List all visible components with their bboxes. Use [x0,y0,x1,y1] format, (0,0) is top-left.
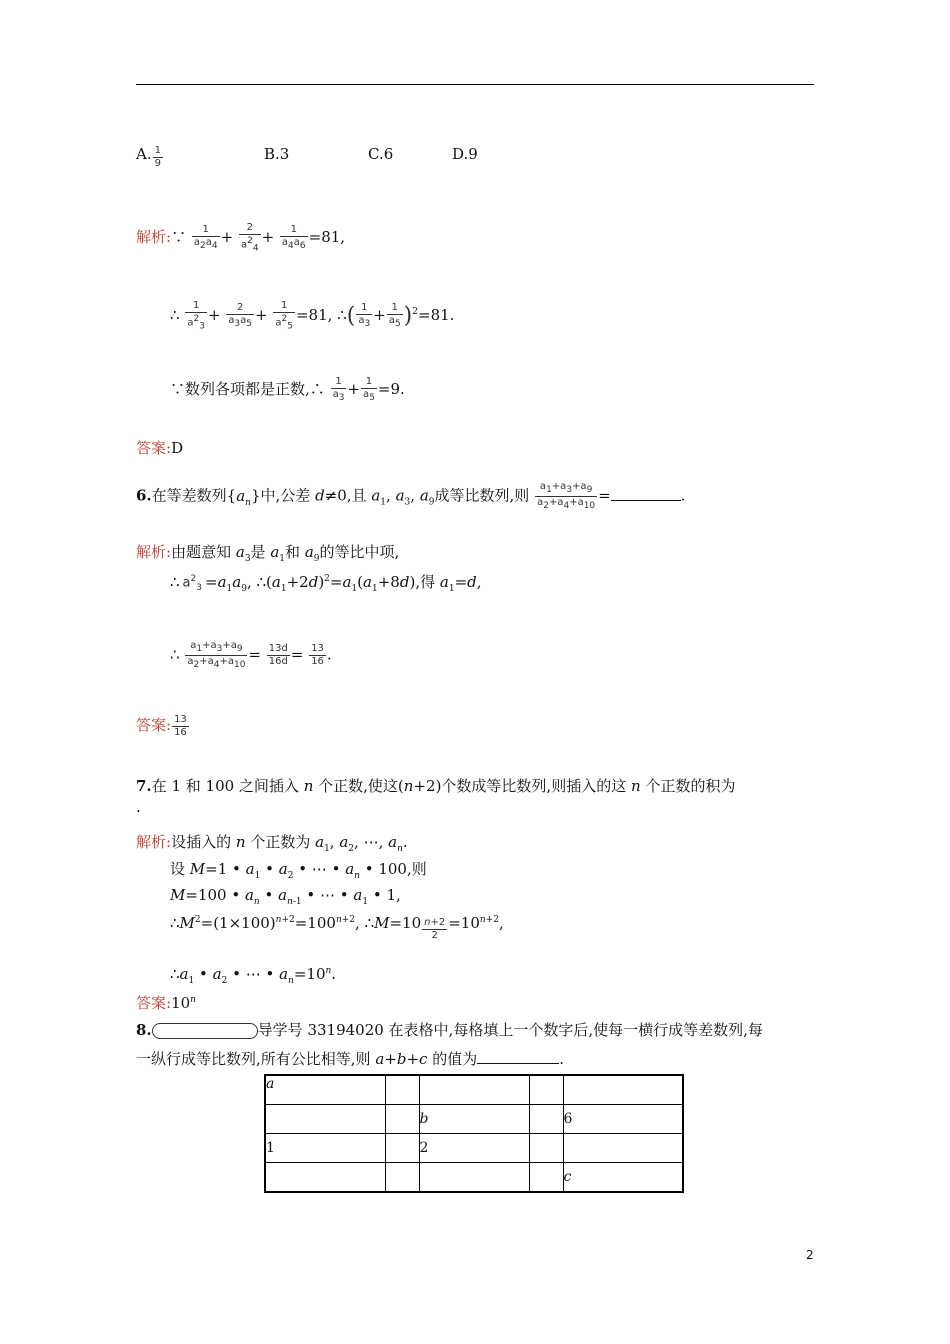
q6-solution-line2: ∴ $a^2_3$ $=a_1a_9$, $\therefore(a_1+2d)^2=a_1(a_1+8d)$,得 $a_1=d$, [170,573,482,594]
q7-solution-line1: 解析:设插入的 n 个正数为 $a_1$, $a_2$, ⋯, $a_n$. [136,833,408,854]
q6-solution-line3: ∴ $\frac{a_1+a_3+a_9}{a_2+a_4+a_{10}}$ = $\frac{13d}{16d}$ = $\frac{13}{16}$ . [170,640,332,670]
q7-answer: 答案:10$^n$ [136,994,196,1012]
q5-solution-line2: ∴ $\frac{1}{a^2_3}$ + $\frac{2}{a_3a_5}$ + $\frac{1}{a^2_5}$ =81, ∴( $\frac{1}{a_3}$ + $\frac{1}{a_5}$ )$^2$=81. [170,300,455,332]
header-rule [136,84,814,85]
q5-solution-line1: 解析:∵ $\frac{1}{a_2a_4}$ + $\frac{2}{a^2_4}$ + $\frac{1}{a_4a_6}$ =81, [136,222,346,254]
table-row: a [265,1075,683,1105]
table-row: c [265,1163,683,1193]
q8-question-line1: 8. 导学号 33194020 在表格中,每格填上一个数字后,使每一横行成等差数列,每 [136,1021,763,1039]
q7-solution-line2: 设 M=1 • $a_1$ • $a_2$ • ⋯ • $a_n$ • 100,则 [170,860,427,881]
q7-solution-line3: M=100 • $a_n$ • $a_{n-1}$ • ⋯ • $a_1$ • 1, [170,886,401,907]
q6-solution-line1: 解析:由题意知 $a_3$是 $a_1$和 $a_9$的等比中项, [136,543,400,564]
q5-solution-line3: ∵数列各项都是正数,∴ $\frac{1}{a_3}$ + $\frac{1}{a_5}$ =9. [170,376,405,403]
q7-dot: . [136,798,141,816]
option-d: D.9 [452,145,478,163]
jiexi-label: 解析: [136,228,172,247]
id-badge [152,1023,258,1039]
q7-question: 7.在 1 和 100 之间插入 n 个正数,使这(n+2)个数成等比数列,则插入的这 n 个正数的积为 [136,777,736,795]
q8-grid-table [264,1074,684,1193]
q6-answer: 答案: $\frac{13}{16}$ [136,714,187,738]
q6-question: 6.在等差数列$\{a_n\}$中,公差 d≠0,且 $a_1$, $a_3$, $a_9$成等比数列,则 $\frac{a_1+a_3+a_9}{a_2+a_4+a_{10}}$ = . [136,481,686,511]
page-number: 2 [806,1248,814,1262]
option-b: B.3 [264,145,290,163]
option-c: C.6 [368,145,394,163]
q8-question-line2: 一纵行成等比数列,所有公比相等,则 a+b+c 的值为 . [136,1050,565,1068]
table-row: 1 2 [265,1134,683,1163]
table-row: b 6 [265,1105,683,1134]
option-a: A. $\frac{1}{9}$ [136,145,161,169]
q7-solution-line4: $\therefore M^2=(1\times 100)^{n+2}=100^{n+2}$, ∴M=10 $\frac{n+2}{2}$ $=10^{n+2}$, [170,914,504,941]
q7-solution-line5: $\therefore a_1$ • $a_2$ • ⋯ • $a_n=10^n$. [170,965,337,986]
q5-answer: 答案:D [136,439,184,457]
